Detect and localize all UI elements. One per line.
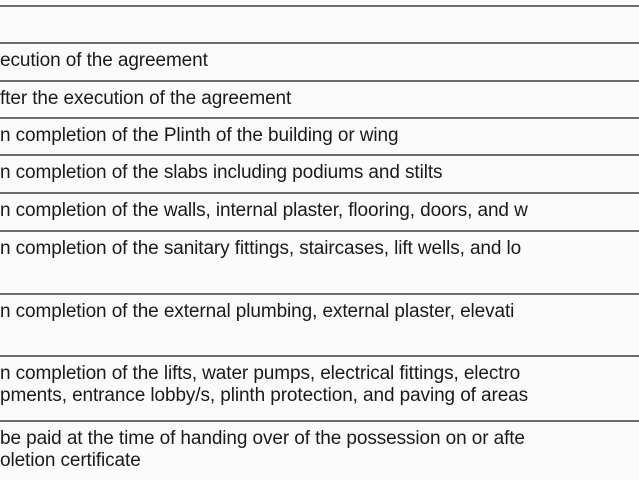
row-text: n completion of the sanitary fittings, staircases, lift wells, and lo [0,238,522,259]
table-rule [0,80,639,82]
row-text: n completion of the walls, internal plaster, flooring, doors, and w [0,200,528,221]
table-row [0,363,639,407]
table-rule [0,420,639,422]
row-text: be paid at the time of handing over of the possession on or afte [0,428,525,449]
table-rule [0,355,639,357]
table-rule [0,42,639,44]
row-text: n completion of the Plinth of the building or wing [0,125,399,146]
table-rule [0,5,639,7]
table-row [0,50,639,72]
row-text-continued: oletion certificate [0,450,141,471]
table-row [0,125,639,147]
table-row [0,88,639,110]
row-text: ecution of the agreement [0,50,208,71]
row-text: n completion of the external plumbing, external plaster, elevati [0,301,515,322]
table-row [0,162,639,184]
table-rule [0,192,639,194]
table-row [0,301,639,323]
table-rule [0,293,639,295]
row-text: n completion of the slabs including podiums and stilts [0,162,443,183]
row-text-continued: pments, entrance lobby/s, plinth protection, and paving of areas [0,385,529,406]
row-text: n completion of the lifts, water pumps, electrical fittings, electro [0,363,521,384]
row-text: fter the execution of the agreement [0,88,292,109]
table-row [0,428,639,472]
table-row [0,200,639,222]
table-row [0,238,639,260]
table-rule [0,230,639,232]
table-rule [0,154,639,156]
table-rule [0,117,639,119]
